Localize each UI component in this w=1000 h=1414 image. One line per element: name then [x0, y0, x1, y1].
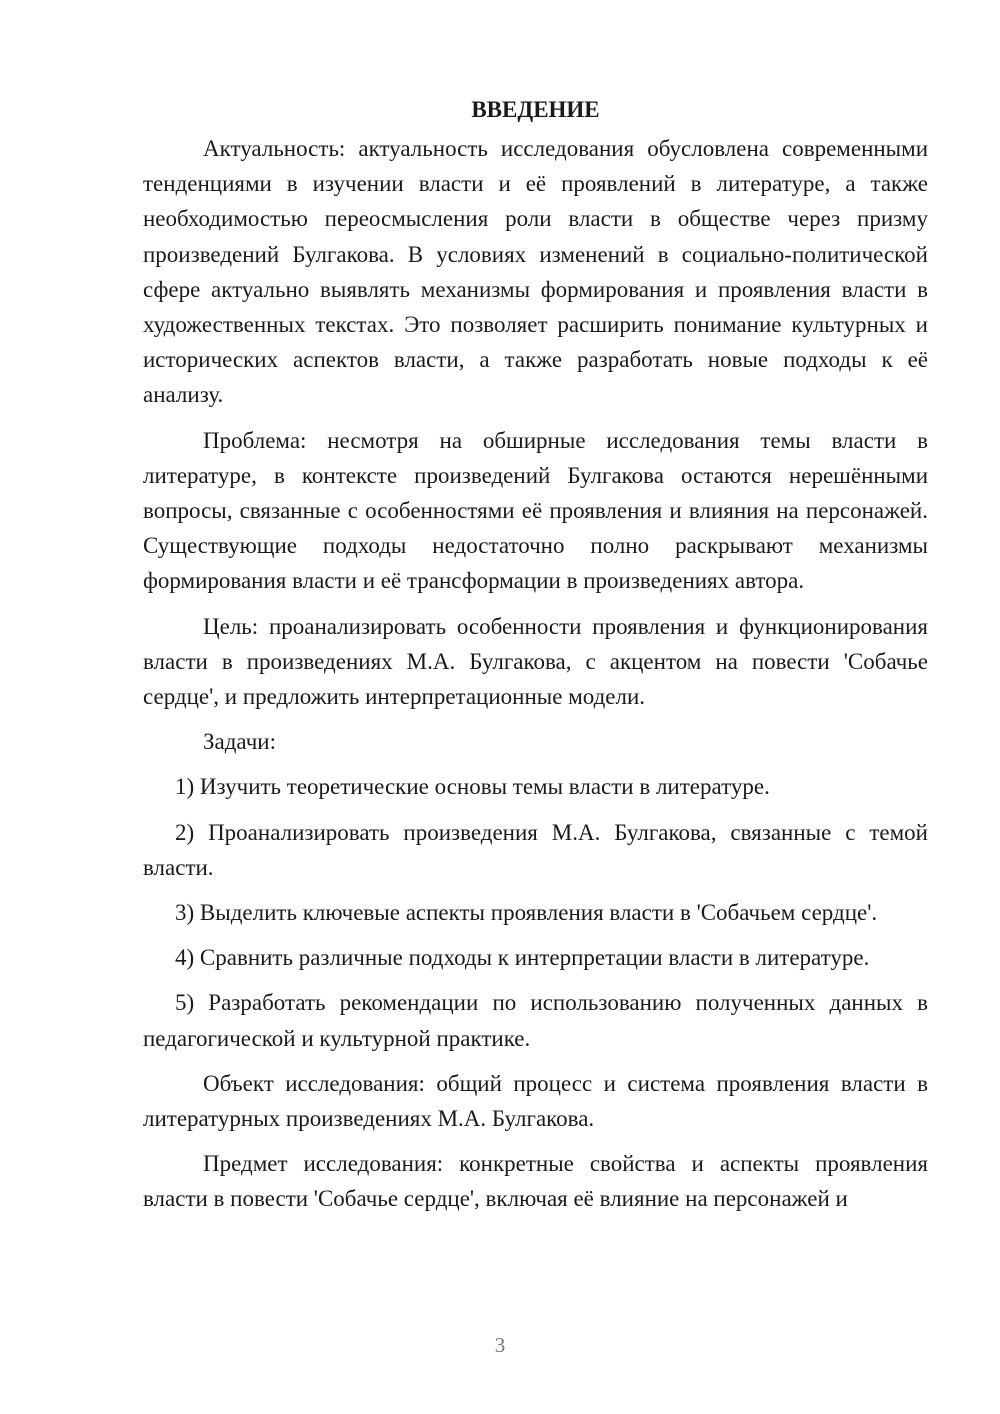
tasks-label: Задачи: — [203, 729, 276, 755]
task-item-2: 2) Проанализировать произведения М.А. Булгакова, связанные с темой власти. — [143, 819, 928, 880]
relevance-paragraph: Актуальность: актуальность исследования обусловлена современными тенденциями в изучении власти и её проявлений в литературе, а также необходимостью переосмысления роли власти в обществе через призму произведений Булгакова. В условиях изменений в социально-политической сфере актуально выявлять механизмы формирования и проявления власти в художественных текстах. Это позволяет расширить понимание культурных и исторических аспектов власти, а также разработать новые подходы к её анализу. — [143, 136, 928, 408]
goal-paragraph: Цель: проанализировать особенности проявления и функционирования власти в произведениях М.А. Булгакова, с акцентом на повести 'Собачье сердце', и предложить интерпретационные модели. — [143, 613, 928, 710]
object-paragraph: Объект исследования: общий процесс и система проявления власти в литературных произведениях М.А. Булгакова. — [143, 1070, 928, 1132]
page-content — [143, 95, 928, 1227]
task-item-1: 1) Изучить теоретические основы темы власти в литературе. — [175, 774, 770, 800]
task-item-5: 5) Разработать рекомендации по использованию полученных данных в педагогической и культурной практике. — [143, 990, 928, 1051]
problem-paragraph: Проблема: несмотря на обширные исследования темы власти в литературе, в контексте произведений Булгакова остаются нерешёнными вопросы, связанные с особенностями её проявления и влияния на персонажей. Существующие подходы недостаточно полно раскрывают механизмы формирования власти и её трансформации в произведениях автора. — [143, 427, 928, 594]
page-number: 3 — [494, 1333, 506, 1357]
task-item-3: 3) Выделить ключевые аспекты проявления власти в 'Собачьем сердце'. — [175, 900, 878, 926]
task-item-4: 4) Сравнить различные подходы к интерпретации власти в литературе. — [175, 945, 870, 971]
section-heading: ВВЕДЕНИЕ — [471, 97, 600, 122]
subject-paragraph: Предмет исследования: конкретные свойства и аспекты проявления власти в повести 'Собачье сердце', включая её влияние на персонажей и — [143, 1151, 928, 1212]
